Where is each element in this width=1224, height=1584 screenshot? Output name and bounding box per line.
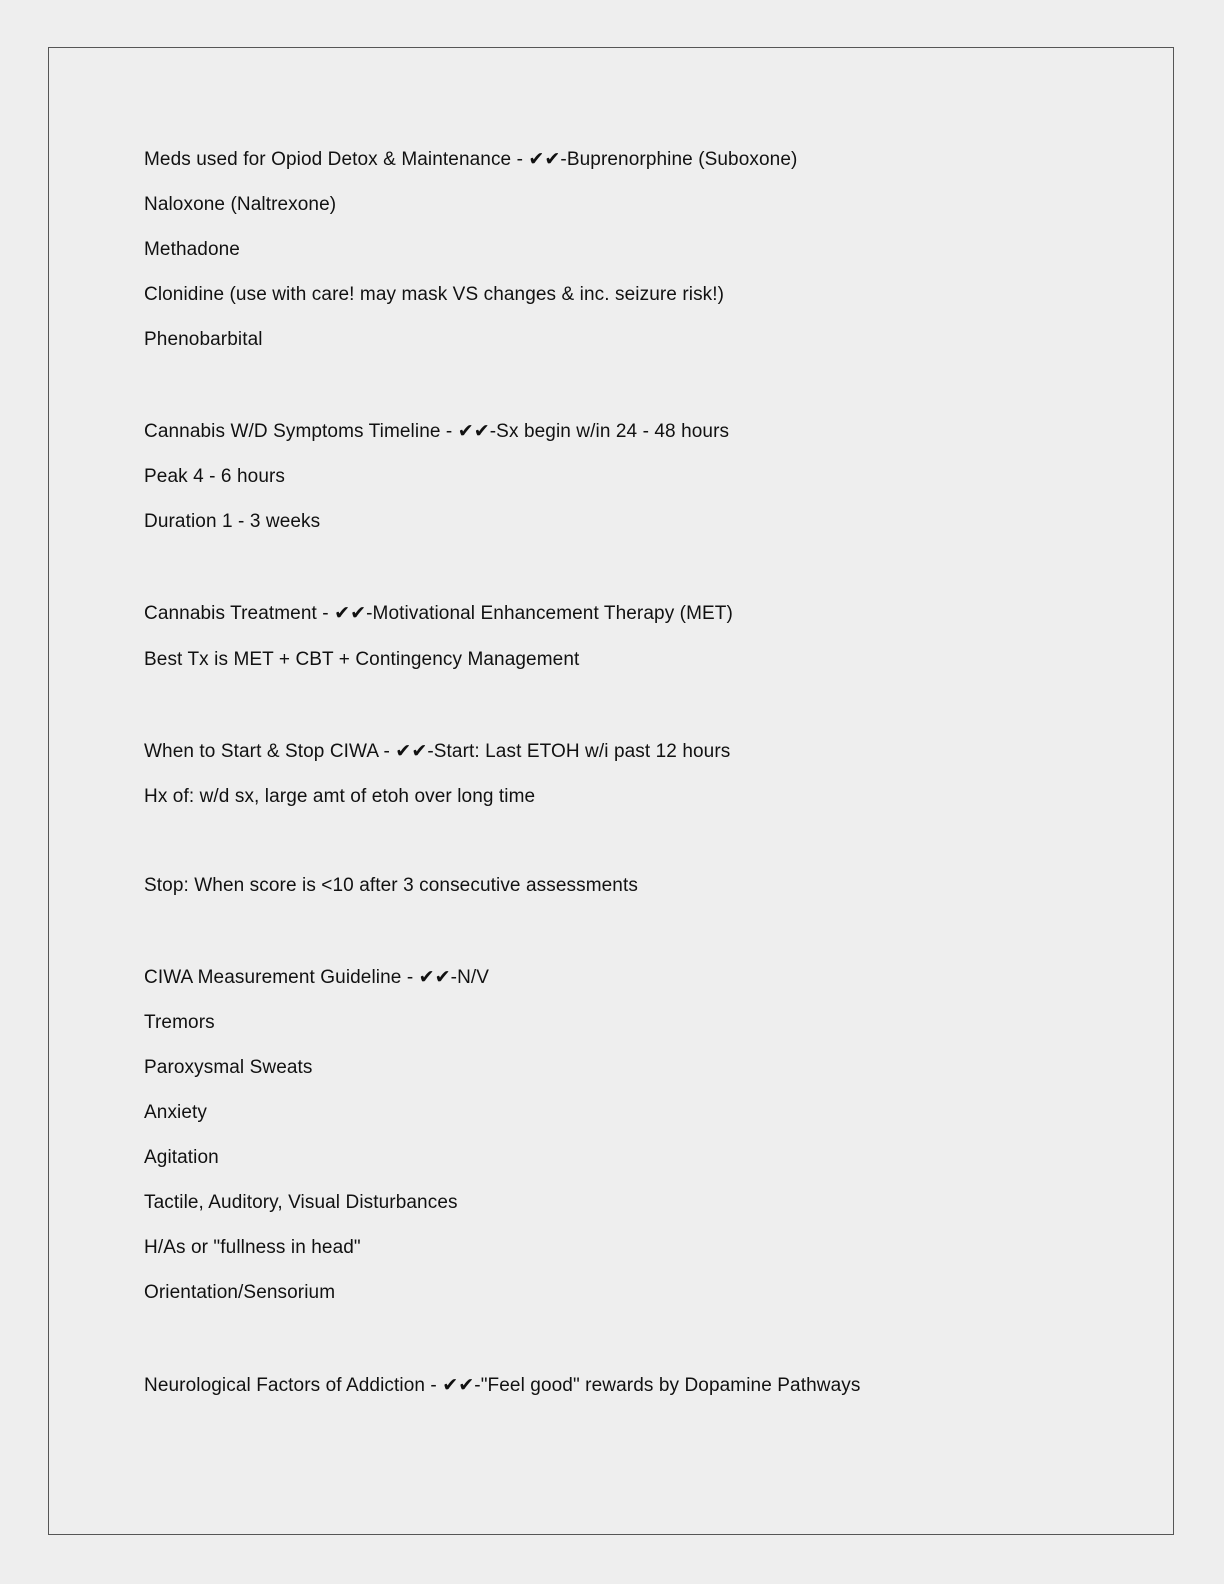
neurological-factors-heading: Neurological Factors of Addiction - ✔✔-"Feel good" rewards by Dopamine Pathways [144, 1375, 861, 1396]
ciwa-guideline-heading: CIWA Measurement Guideline - ✔✔-N/V [144, 967, 490, 988]
text-line: Phenobarbital [144, 329, 263, 350]
text-line: Anxiety [144, 1102, 208, 1123]
cannabis-timeline-heading: Cannabis W/D Symptoms Timeline - ✔✔-Sx begin w/in 24 - 48 hours [144, 421, 730, 442]
text-line: H/As or "fullness in head" [144, 1237, 361, 1258]
text-line: Hx of: w/d sx, large amt of etoh over long time [144, 786, 536, 807]
text-line: Best Tx is MET + CBT + Contingency Management [144, 649, 580, 670]
text-line: Naloxone (Naltrexone) [144, 194, 337, 215]
text-line: Orientation/Sensorium [144, 1282, 336, 1303]
text-line: Agitation [144, 1147, 219, 1168]
text-line: Paroxysmal Sweats [144, 1057, 313, 1078]
text-line: Duration 1 - 3 weeks [144, 511, 321, 532]
text-line: Methadone [144, 239, 240, 260]
text-line: Peak 4 - 6 hours [144, 466, 286, 487]
text-line: Tremors [144, 1012, 215, 1033]
cannabis-treatment-heading: Cannabis Treatment - ✔✔-Motivational Enhancement Therapy (MET) [144, 603, 733, 624]
ciwa-start-stop-heading: When to Start & Stop CIWA - ✔✔-Start: Last ETOH w/i past 12 hours [144, 741, 731, 762]
text-line: Clonidine (use with care! may mask VS changes & inc. seizure risk!) [144, 284, 725, 305]
text-line: Tactile, Auditory, Visual Disturbances [144, 1192, 458, 1213]
text-line: Stop: When score is <10 after 3 consecutive assessments [144, 875, 638, 896]
opioid-meds-heading: Meds used for Opiod Detox & Maintenance - ✔✔-Buprenorphine (Suboxone) [144, 149, 798, 170]
